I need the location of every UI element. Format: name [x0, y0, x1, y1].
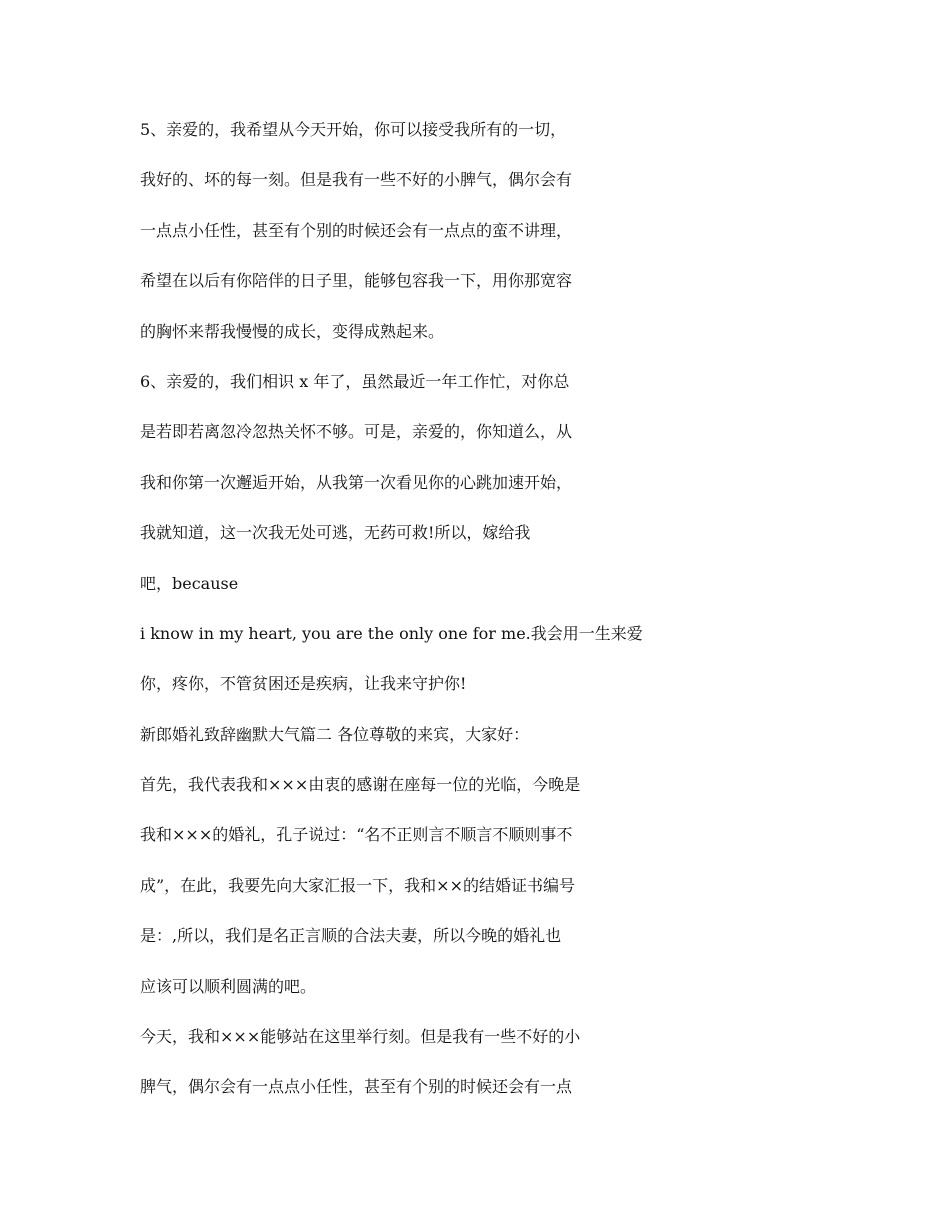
text-line: 脾气，偶尔会有一点点小任性，甚至有个别的时候还会有一点: [140, 1077, 573, 1097]
text-line: 希望在以后有你陪伴的日子里，能够包容我一下，用你那宽容: [140, 271, 573, 291]
text-line: 成”，在此，我要先向大家汇报一下，我和××的结婚证书编号: [140, 875, 575, 895]
document-body: [140, 105, 820, 1113]
text-line: 我好的、坏的每一刻。但是我有一些不好的小脾气，偶尔会有: [140, 170, 573, 190]
text-line: 应该可以顺利圆满的吧。: [140, 976, 317, 996]
text-line: 首先，我代表我和×××由衷的感谢在座每一位的光临，今晚是: [140, 775, 581, 795]
text-line: 的胸怀来帮我慢慢的成长，变得成熟起来。: [140, 321, 445, 341]
text-line: 我就知道，这一次我无处可逃，无药可救!所以，嫁给我: [140, 523, 531, 543]
text-line: i know in my heart, you are the only one for me.我会用一生来爱: [140, 623, 643, 643]
text-line: 吧，because: [140, 573, 239, 593]
text-line: 5、亲爱的，我希望从今天开始，你可以接受我所有的一切，: [140, 120, 567, 139]
text-line: 是：,所以，我们是名正言顺的合法夫妻，所以今晚的婚礼也: [140, 926, 562, 946]
text-line: 一点点小任性，甚至有个别的时候还会有一点点的蛮不讲理，: [140, 220, 573, 240]
text-line: 是若即若离忽冷忽热关怀不够。可是，亲爱的，你知道么，从: [140, 422, 573, 442]
text-line: 我和×××的婚礼，孔子说过：“名不正则言不顺言不顺则事不: [140, 825, 573, 845]
section-heading-line: 新郎婚礼致辞幽默大气篇二 各位尊敬的来宾，大家好：: [140, 724, 530, 744]
text-line: 你，疼你，不管贫困还是疾病，让我来守护你!: [140, 674, 467, 694]
text-line: 6、亲爱的，我们相识 x 年了，虽然最近一年工作忙，对你总: [140, 371, 570, 391]
text-line: 今天，我和×××能够站在这里举行刻。但是我有一些不好的小: [140, 1027, 581, 1047]
text-line: 我和你第一次邂逅开始，从我第一次看见你的心跳加速开始，: [140, 472, 573, 492]
